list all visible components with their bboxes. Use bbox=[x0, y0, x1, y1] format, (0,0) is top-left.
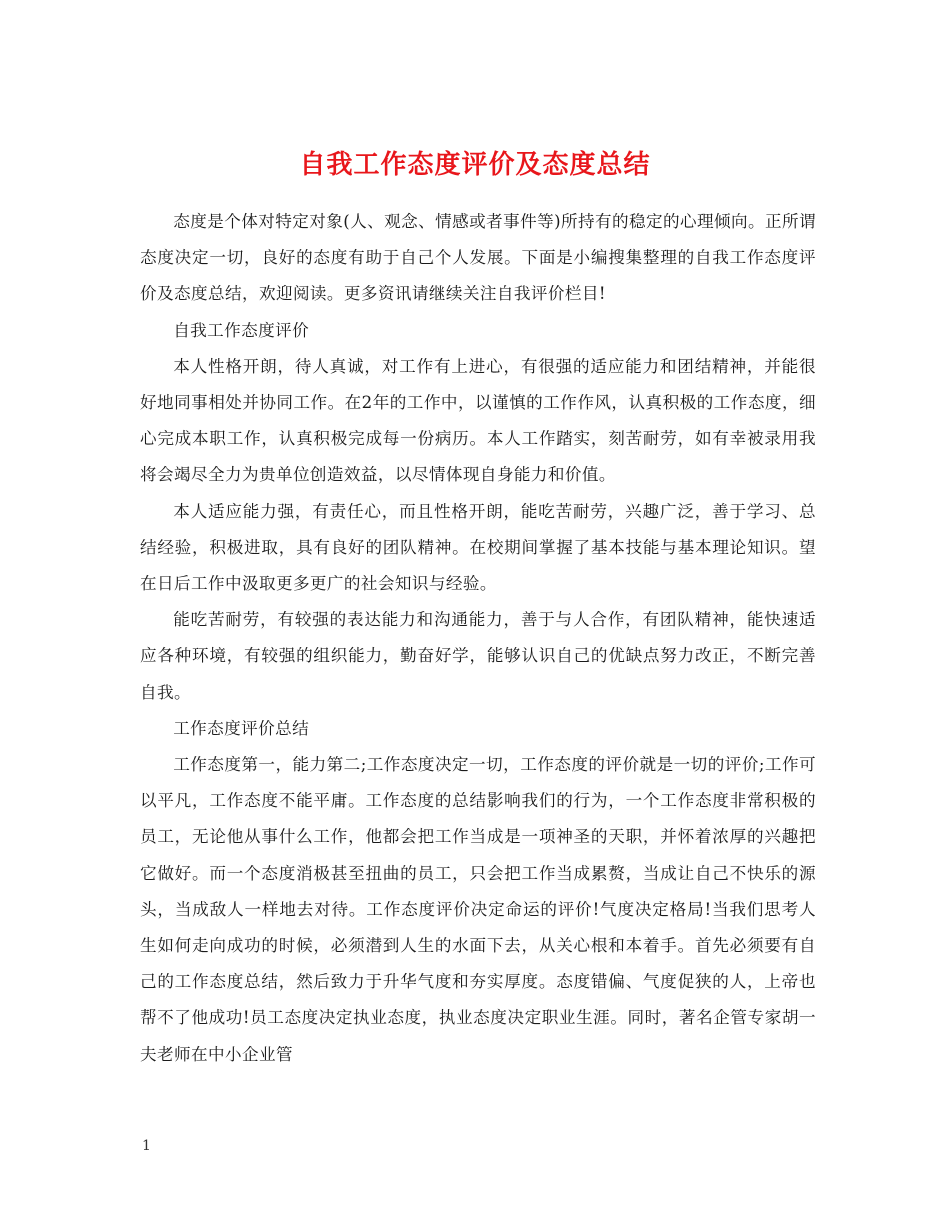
intro-paragraph: 态度是个体对特定对象(人、观念、情感或者事件等)所持有的稳定的心理倾向。正所谓态度决定一切，良好的态度有助于自己个人发展。下面是小编搜集整理的自我工作态度评价及态度总结，欢迎阅读。更多资讯请继续关注自我评价栏目! bbox=[140, 212, 816, 304]
document-title: 自我工作态度评价及态度总结 bbox=[299, 150, 651, 181]
body-paragraph: 能吃苦耐劳，有较强的表达能力和沟通能力，善于与人合作，有团队精神，能快速适应各种环境，有较强的组织能力，勤奋好学，能够认识自己的优缺点努力改正，不断完善自我。 bbox=[140, 610, 816, 702]
section-heading-self-evaluation: 自我工作态度评价 bbox=[173, 320, 310, 340]
body-paragraph: 工作态度第一，能力第二;工作态度决定一切，工作态度的评价就是一切的评价;工作可以平凡，工作态度不能平庸。工作态度的总结影响我们的行为，一个工作态度非常积极的员工，无论他从事什么工作，他都会把工作当成是一项神圣的天职，并怀着浓厚的兴趣把它做好。而一个态度消极甚至扭曲的员工，只会把工作当成累赘，当成让自己不快乐的源头，当成敌人一样地去对待。工作态度评价决定命运的评价!气度决定格局!当我们思考人生如何走向成功的时候，必须潜到人生的水面下去，从关心根和本着手。首先必须要有自己的工作态度总结，然后致力于升华气度和夯实厚度。态度错偏、气度促狭的人，上帝也帮不了他成功!员工态度决定执业态度，执业态度决定职业生涯。同时，著名企管专家胡一夫老师在中小企业管 bbox=[140, 755, 816, 1064]
section-heading-summary: 工作态度评价总结 bbox=[173, 718, 310, 738]
body-paragraph: 本人性格开朗，待人真诚，对工作有上进心，有很强的适应能力和团结精神，并能很好地同事相处并协同工作。在2年的工作中，以谨慎的工作作风，认真积极的工作态度，细心完成本职工作，认真积极完成每一份病历。本人工作踏实，刻苦耐劳，如有幸被录用我将会竭尽全力为贵单位创造效益，以尽情体现自身能力和价值。 bbox=[140, 356, 816, 485]
page-number: 1 bbox=[142, 1138, 151, 1154]
body-paragraph: 本人适应能力强，有责任心，而且性格开朗，能吃苦耐劳，兴趣广泛，善于学习、总结经验，积极进取，具有良好的团队精神。在校期间掌握了基本技能与基本理论知识。望在日后工作中汲取更多更广的社会知识与经验。 bbox=[140, 501, 816, 594]
document-body bbox=[140, 204, 816, 1073]
